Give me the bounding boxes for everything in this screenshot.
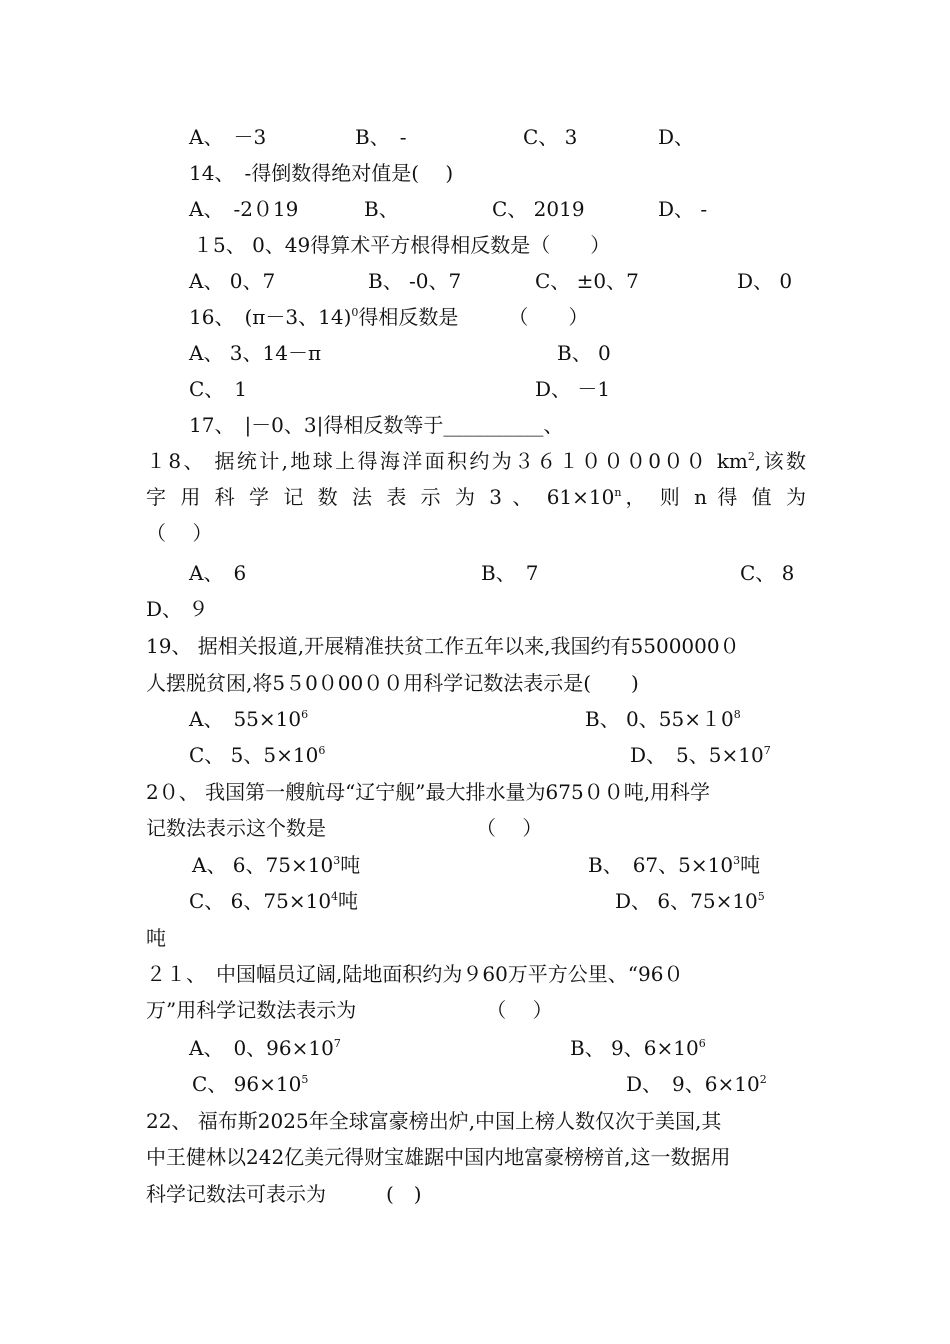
q14-option-d: D、 - [658,197,708,221]
q13-option-b: B、 - [355,125,407,149]
q22-line-3: 科学记数法可表示为 ( ) [146,1182,422,1206]
q13-option-a: A、 －3 [189,125,267,149]
q18-option-c: C、 8 [740,561,795,585]
q16-option-a: A、 3、14－π [189,341,322,365]
q14-option-a: A、 -2０19 [189,197,299,221]
q21-option-b: B、 9、$6\times 10^6$ [570,1036,706,1060]
q21-option-a: A、 0、$96\times 10^7$ [189,1036,341,1060]
q15-option-c: C、 ±0、7 [535,269,639,293]
q22-line-2: 中王健林以242亿美元得财宝雄踞中国内地富豪榜榜首,这一数据用 [146,1145,731,1169]
q16-option-b: B、 0 [557,341,611,365]
q20-line-1: 2０、 我国第一艘航母“辽宁舰”最大排水量为675００吨,用科学 [146,780,711,804]
q16-option-d: D、 －1 [535,377,611,401]
q20-line-2: 记数法表示这个数是 （ ） [146,816,543,840]
q20-option-a: A、 6、$75\times 10^3$吨 [192,853,361,877]
q21-line-1: ２１、 中国幅员辽阔,陆地面积约为９60万平方公里、“96０ [146,962,684,986]
q19-line-1: 19、 据相关报道,开展精准扶贫工作五年以来,我国约有5500000０ [146,634,740,658]
q13-option-d: D、 [658,125,695,149]
q14-stem: 14、 -得倒数得绝对值是( ) [189,161,454,185]
q18-line-3: （ ） [146,521,213,545]
q20-option-d: D、 6、$75\times 10^5$ [615,889,765,913]
q18-line-1: １8、 据统计,地球上得海洋面积约为３６１０００0００ $km^2$,该数 [146,449,806,473]
q18-option-b: B、 7 [481,561,539,585]
q20-option-d-unit: 吨 [146,926,166,950]
q21-line-2: 万”用科学记数法表示为 （ ） [146,998,553,1022]
q19-option-c: C、 5、$5\times 10^6$ [189,743,326,767]
q19-line-2: 人摆脱贫困,将5５0０00００用科学记数法表示是( ) [146,671,639,695]
q14-option-b: B、 [364,197,399,221]
q19-option-a: A、 $55\times 10^6$ [189,707,309,731]
q19-option-d: D、 5、$5\times 10^7$ [630,743,771,767]
q17-stem: 17、 |－0、3|得相反数等于__________、 [189,413,564,437]
q21-option-c: C、 $96\times 10^5$ [192,1072,309,1096]
q15-option-a: A、 0、7 [189,269,276,293]
q21-option-d: D、 9、$6\times 10^2$ [626,1072,767,1096]
q18-line-2: 字 用 科 学 记 数 法 表 示 为 3 、 $61\times 10^n$， 则 n 得 值 为 [146,485,807,509]
q20-option-c: C、 6、$75\times 10^4$吨 [189,889,359,913]
q15-stem: １5、 0、49得算术平方根得相反数是（ ） [193,233,611,257]
q16-stem: 16、 (π－3、14)$^0$得相反数是 （ ） [189,305,589,329]
q20-option-b: B、 67、$5\times 10^3$吨 [588,853,761,877]
q14-option-c: C、 2019 [492,197,585,221]
q13-option-c: C、 3 [523,125,578,149]
q19-option-b: B、 0、$55\times 10^8$ [585,707,741,731]
q18-option-d: D、 ９ [146,597,209,621]
q15-option-b: B、 -0、7 [368,269,462,293]
q16-option-c: C、 1 [189,377,248,401]
q15-option-d: D、 0 [737,269,793,293]
q22-line-1: 22、 福布斯2025年全球富豪榜出炉,中国上榜人数仅次于美国,其 [146,1109,722,1133]
q18-option-a: A、 6 [189,561,247,585]
